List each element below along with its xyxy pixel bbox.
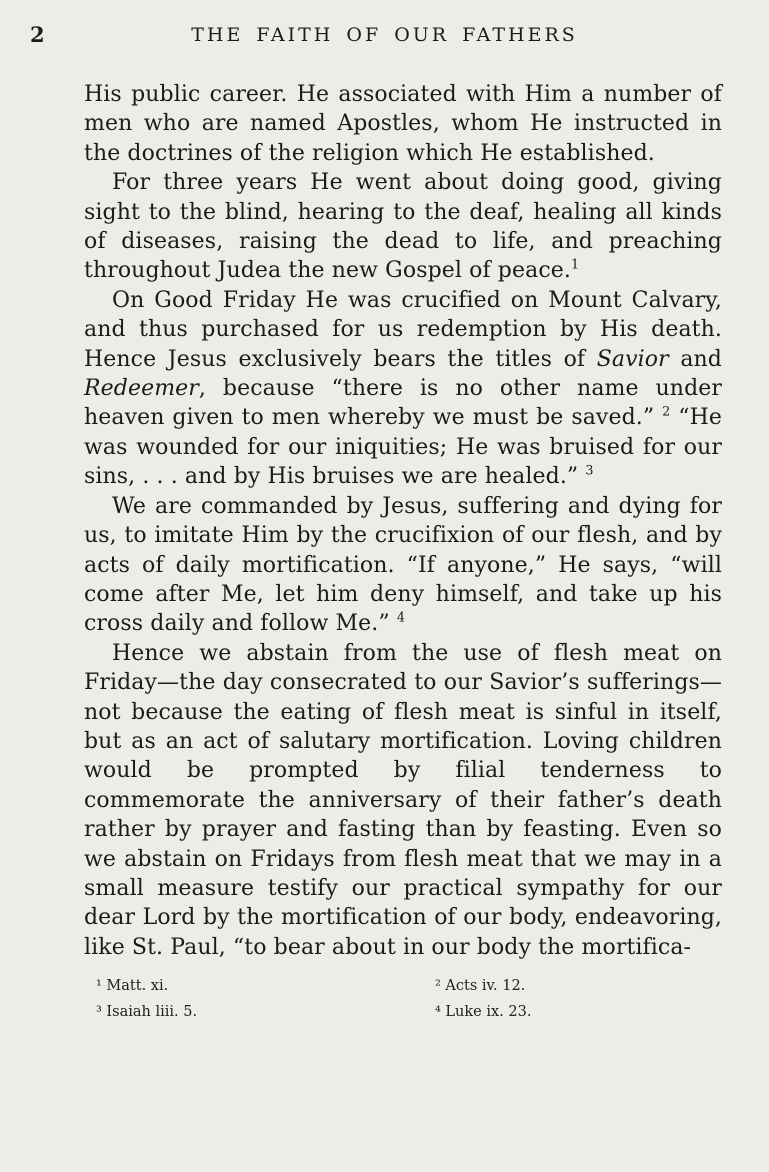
paragraph: On Good Friday He was crucified on Mount Calvary, and thus purchased for us redemption by His death. Hence Jesus exclusively bears the titles of Savior and Redeemer, because “there is no other name under heaven given to men whereby we must be saved.” $^2$ “He was wounded for our iniquities; He was bruised for our sins, . . . and by His bruises we are healed.” $^3$: [84, 287, 722, 490]
running-header: THE FAITH OF OUR FATHERS: [191, 24, 578, 46]
paragraph: For three years He went about doing good, giving sight to the blind, hearing to the deaf, healing all kinds of diseases, raising the dead to life, and preaching throughout Judea the new Gospel of peace.$^1$: [84, 170, 722, 284]
footnote-column-right: [409, 977, 722, 1029]
footnotes: [96, 977, 722, 1029]
footnote-column-left: [96, 977, 409, 1029]
body-text: [84, 80, 722, 962]
footnote: ² Acts iv. 12.: [435, 978, 526, 995]
paragraph: Hence we abstain from the use of flesh meat on Friday—the day consecrated to our Savior’s sufferings—not because the eating of flesh meat is sinful in itself, but as an act of salutary mortification. Loving children would be prompted by filial tenderness to commemorate the anniversary of their father’s death rather by prayer and fasting than by feasting. Even so we abstain on Fridays from flesh meat that we may in a small measure testify our practical sympathy for our dear Lord by the mortification of our body, endeavoring, like St. Paul, “to bear about in our body the mortifica-: [84, 640, 722, 960]
footnote: ¹ Matt. xi.: [96, 978, 169, 995]
paragraph: We are commanded by Jesus, suffering and dying for us, to imitate Him by the crucifixion of our flesh, and by acts of daily mortification. “If anyone,” He says, “will come after Me, let him deny himself, and take up his cross daily and follow Me.” $^4$: [84, 493, 722, 637]
paragraph: His public career. He associated with Him a number of men who are named Apostles, whom He instructed in the doctrines of the religion which He established.: [84, 82, 722, 166]
footnote: ³ Isaiah liii. 5.: [96, 1004, 198, 1021]
page-number: 2: [30, 22, 45, 47]
footnote: ⁴ Luke ix. 23.: [435, 1004, 532, 1021]
